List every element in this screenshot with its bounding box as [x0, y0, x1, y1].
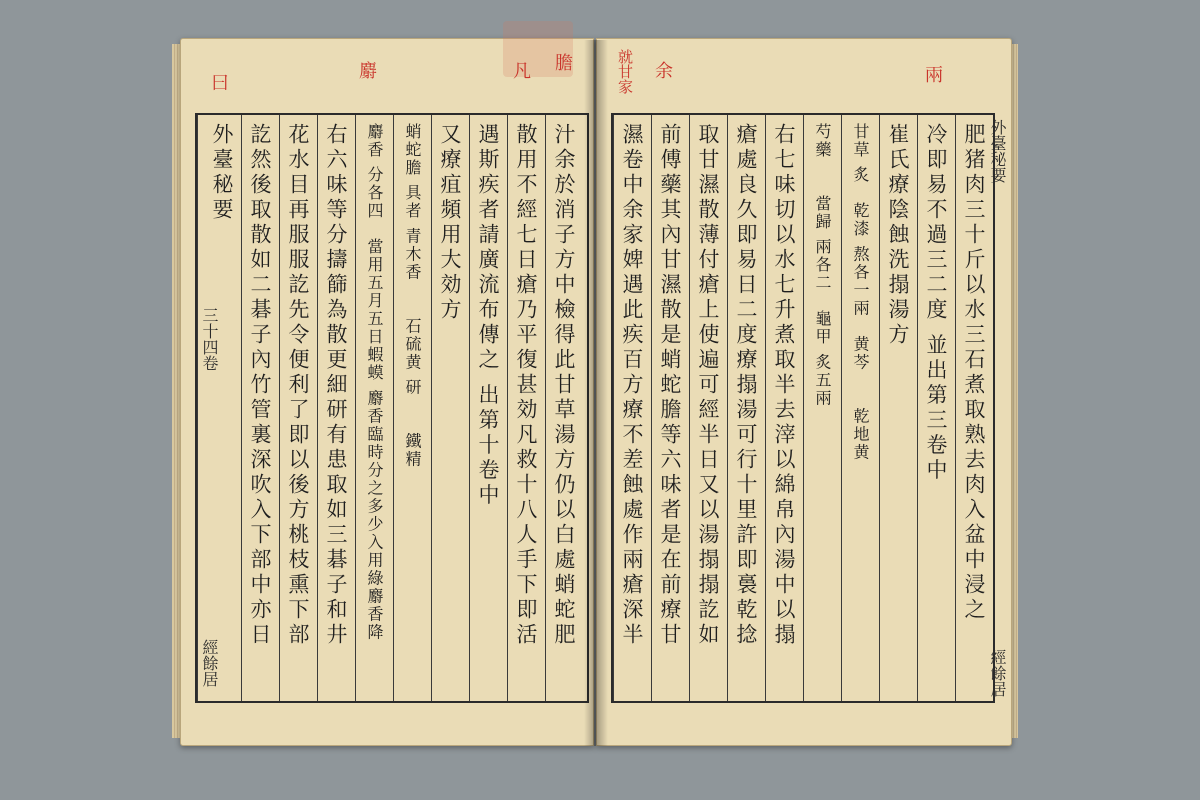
right-text-block: [611, 113, 995, 703]
left-margin-bottom: 經餘居: [200, 639, 219, 687]
left-column-7: 右六味等分擣篩為散更細研有患取如三碁子和井: [317, 115, 355, 701]
left-column-9: 訖然後取散如二碁子內竹管裏深吹入下部中亦日: [241, 115, 279, 701]
right-header-note-1: 就甘家: [616, 49, 634, 94]
left-header-note-2: 麝: [356, 61, 377, 79]
right-column-10: 濕卷中余家婢遇此疾百方療不差蝕處作兩瘡深半: [613, 115, 651, 701]
right-margin-bottom: 經餘居: [988, 649, 1007, 697]
left-column-1: 汁余於消子方中檢得此甘草湯方仍以白處蛸蛇肥: [545, 115, 583, 701]
right-column-3: 崔氏療陰蝕洗搨湯方: [879, 115, 917, 701]
right-column-9: 前傅藥其內甘濕散是蛸蛇膽等六味者是在前療甘: [651, 115, 689, 701]
left-column-4: 又療疽頻用大効方: [431, 115, 469, 701]
left-text-block: [195, 113, 589, 703]
right-column-7: 瘡處良久即易日二度療搨湯可行十里許即裛乾捻: [727, 115, 765, 701]
open-book: [180, 38, 1022, 750]
left-column-6: 麝香 分各四 當用五月五日蝦蟆 麝香臨時分之多少入用綠麝香降: [355, 115, 393, 701]
right-column-6: 右七味切以水七升煮取半去滓以綿帛內湯中以搨: [765, 115, 803, 701]
left-margin-title: 外臺秘要: [210, 123, 234, 223]
book-gutter: [584, 40, 608, 746]
left-column-8: 花水目再服服訖先令便利了即以後方桃枝熏下部: [279, 115, 317, 701]
right-header-note-3: 兩: [922, 65, 943, 83]
right-page: [596, 38, 1012, 746]
left-header-note-1: 曰: [208, 73, 229, 91]
right-column-2: 冷即易不過三二度 並出第三卷中: [917, 115, 955, 701]
right-column-1: 肥猪肉三十斤以水三石煮取熟去肉入盆中浸之: [955, 115, 993, 701]
right-column-4: 甘草 炙 乾漆 熬各一兩 黄芩 乾地黄: [841, 115, 879, 701]
right-header-note-2: 余: [652, 61, 673, 79]
left-column-3: 遇斯疾者請廣流布傳之 出第十卷中: [469, 115, 507, 701]
left-header-note-3: 凡: [510, 61, 531, 79]
left-margin-volume: 三十四卷: [200, 307, 219, 371]
right-column-5: 芍藥 當歸 兩各二 龜甲 炙五兩: [803, 115, 841, 701]
left-header-note-4: 膽: [552, 53, 573, 71]
right-margin-title: 外臺秘要: [988, 119, 1007, 183]
right-column-8: 取甘濕散薄付瘡上使遍可經半日又以湯搨搨訖如: [689, 115, 727, 701]
left-column-2: 散用不經七日瘡乃平復甚効凡救十八人手下即活: [507, 115, 545, 701]
left-page: [180, 38, 594, 746]
left-margin-strip: [197, 115, 241, 701]
left-column-5: 蛸蛇膽 具者 青木香 石硫黄 研 鐵精: [393, 115, 431, 701]
